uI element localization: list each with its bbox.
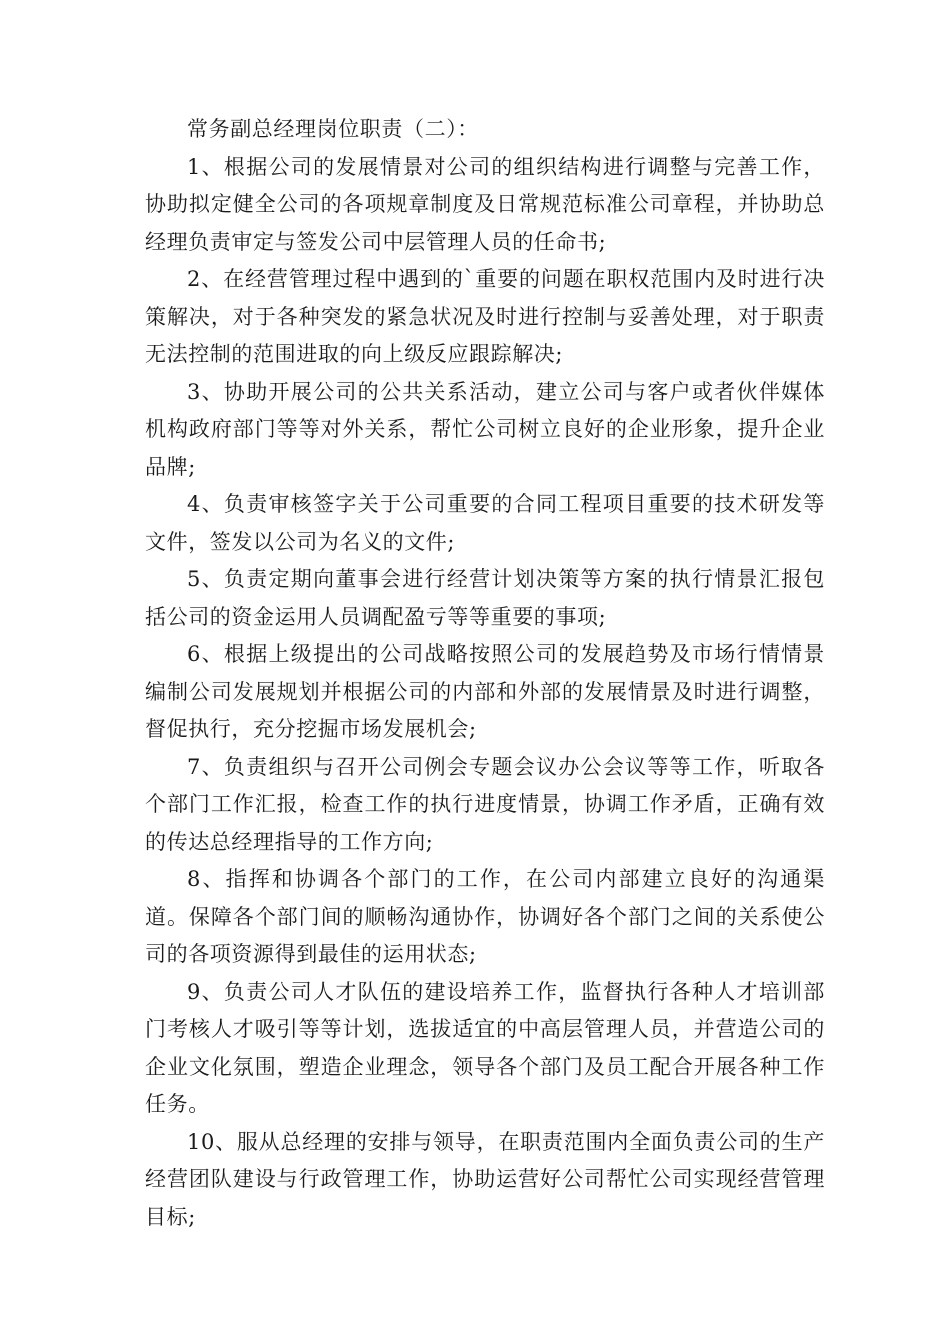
duty-item-8: 8、指挥和协调各个部门的工作，在公司内部建立良好的沟通渠道。保障各个部门间的顺畅沟通协作，协调好各个部门之间的关系使公司的各项资源得到最佳的运用状态; (145, 867, 825, 966)
duty-item-10: 10、服从总经理的安排与领导，在职责范围内全面负责公司的生产经营团队建设与行政管理工作，协助运营好公司帮忙公司实现经营管理目标; (145, 1129, 825, 1229)
duty-item-1: 1、根据公司的发展情景对公司的组织结构进行调整与完善工作，协助拟定健全公司的各项规章制度及日常规范标准公司章程，并协助总经理负责审定与签发公司中层管理人员的任命书; (145, 154, 825, 254)
duty-item-4: 4、负责审核签字关于公司重要的合同工程项目重要的技术研发等文件，签发以公司为名义的文件; (145, 492, 825, 554)
duty-item-5: 5、负责定期向董事会进行经营计划决策等方案的执行情景汇报包括公司的资金运用人员调配盈亏等等重要的事项; (145, 567, 825, 629)
document-body (145, 111, 825, 1236)
duty-item-7: 7、负责组织与召开公司例会专题会议办公会议等等工作，听取各个部门工作汇报，检查工作的执行进度情景，协调工作矛盾，正确有效的传达总经理指导的工作方向; (145, 754, 825, 854)
document-title: 常务副总经理岗位职责（二）： (187, 117, 479, 141)
duty-item-6: 6、根据上级提出的公司战略按照公司的发展趋势及市场行情情景编制公司发展规划并根据公司的内部和外部的发展情景及时进行调整，督促执行，充分挖掘市场发展机会; (145, 642, 825, 741)
duty-item-3: 3、协助开展公司的公共关系活动，建立公司与客户或者伙伴媒体机构政府部门等等对外关系，帮忙公司树立良好的企业形象，提升企业品牌; (145, 379, 825, 479)
duty-item-2: 2、在经营管理过程中遇到的`重要的问题在职权范围内及时进行决策解决，对于各种突发的紧急状况及时进行控制与妥善处理，对于职责无法控制的范围进取的向上级反应跟踪解决; (145, 267, 825, 366)
duty-item-9: 9、负责公司人才队伍的建设培养工作，监督执行各种人才培训部门考核人才吸引等等计划，选拔适宜的中高层管理人员，并营造公司的企业文化氛围，塑造企业理念，领导各个部门及员工配合开展各种工作任务。 (145, 979, 825, 1116)
